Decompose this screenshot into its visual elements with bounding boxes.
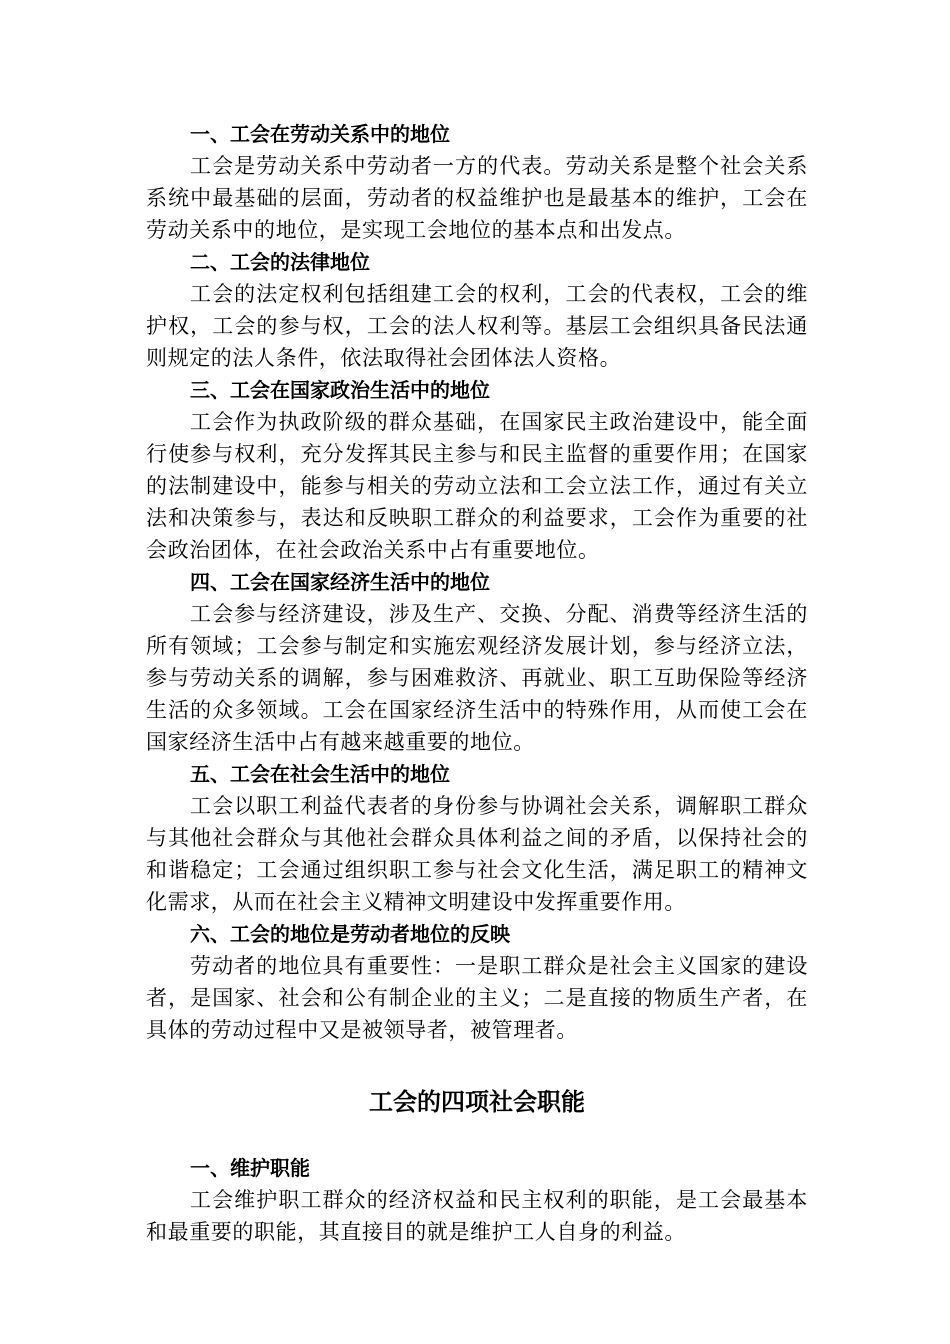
section-text-4: 工会参与经济建设，涉及生产、交换、分配、消费等经济生活的所有领域；工会参与制定和实施宏观经济发展计划，参与经济立法，参与劳动关系的调解，参与困难救济、再就业、职工互助保险等经济生活的众多领域。工会在国家经济生活中的特殊作用，从而使工会在国家经济生活中占有越来越重要的地位。	[146, 602, 808, 754]
section-heading-3: 三、工会在国家政治生活中的地位	[190, 378, 490, 402]
function-text-1: 工会维护职工群众的经济权益和民主权利的职能，是工会最基本和最重要的职能，其直接目的就是维护工人自身的利益。	[146, 1188, 808, 1244]
document-body	[146, 118, 808, 1248]
section-heading-5: 五、工会在社会生活中的地位	[190, 762, 450, 786]
section-heading-1: 一、工会在劳动关系中的地位	[190, 122, 450, 146]
section-text-6: 劳动者的地位具有重要性：一是职工群众是社会主义国家的建设者，是国家、社会和公有制企业的主义；二是直接的物质生产者，在具体的劳动过程中又是被领导者，被管理者。	[146, 954, 808, 1042]
section-text-5: 工会以职工利益代表者的身份参与协调社会关系，调解职工群众与其他社会群众与其他社会群众具体利益之间的矛盾，以保持社会的和谐稳定；工会通过组织职工参与社会文化生活，满足职工的精神文化需求，从而在社会主义精神文明建设中发挥重要作用。	[146, 794, 808, 914]
document-title: 工会的四项社会职能	[369, 1088, 585, 1116]
section-text-3: 工会作为执政阶级的群众基础，在国家民主政治建设中，能全面行使参与权利，充分发挥其民主参与和民主监督的重要作用；在国家的法制建设中，能参与相关的劳动立法和工会立法工作，通过有关立法和决策参与，表达和反映职工群众的利益要求，工会作为重要的社会政治团体，在社会政治关系中占有重要地位。	[146, 410, 808, 562]
function-heading-1: 一、维护职能	[190, 1156, 310, 1180]
section-heading-2: 二、工会的法律地位	[190, 250, 370, 274]
section-heading-6: 六、工会的地位是劳动者地位的反映	[190, 922, 510, 946]
section-text-2: 工会的法定权利包括组建工会的权利，工会的代表权，工会的维护权，工会的参与权，工会的法人权利等。基层工会组织具备民法通则规定的法人条件，依法取得社会团体法人资格。	[146, 282, 808, 370]
section-text-1: 工会是劳动关系中劳动者一方的代表。劳动关系是整个社会关系系统中最基础的层面，劳动者的权益维护也是最基本的维护，工会在劳动关系中的地位，是实现工会地位的基本点和出发点。	[146, 154, 808, 242]
section-heading-4: 四、工会在国家经济生活中的地位	[190, 570, 490, 594]
